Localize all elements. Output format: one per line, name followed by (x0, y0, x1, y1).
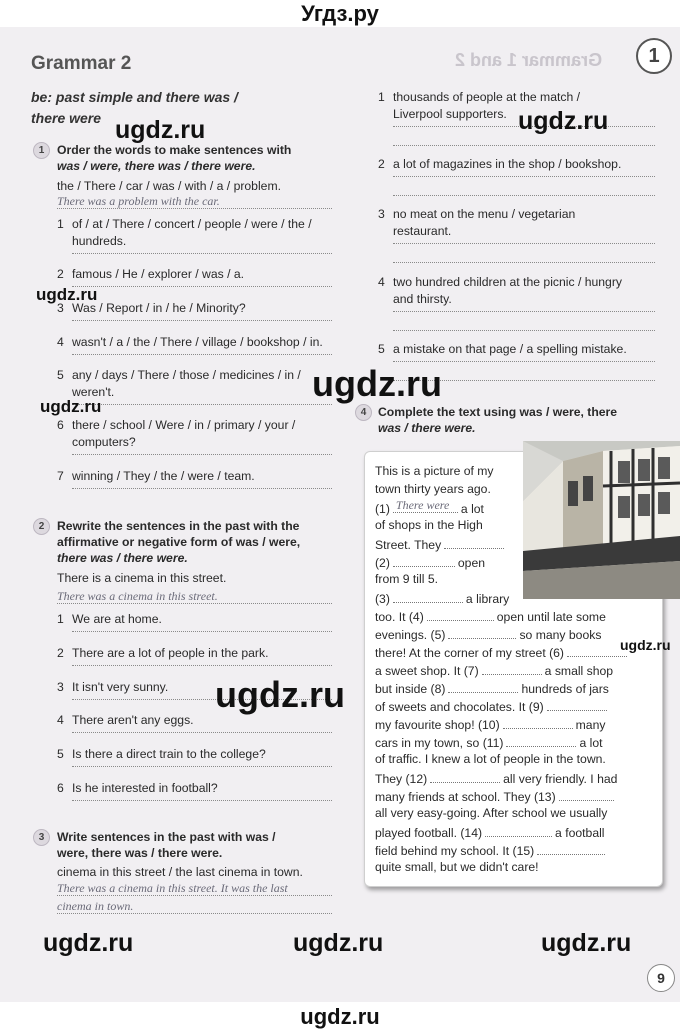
exercise-1-item-text: winning / They / the / were / team. (72, 469, 255, 483)
watermark: ugdz.ru (40, 397, 102, 416)
answer-line (72, 488, 332, 489)
exercise-4-text-fragment: many (575, 718, 606, 732)
watermark: ugdz.ru (115, 116, 206, 144)
exercise-4-badge: 4 (355, 404, 372, 421)
exercise-4-text-fragment: all very easy-going. After school we usually (375, 806, 608, 820)
exercise-1-example-answer: There was a problem with the car. (57, 194, 220, 208)
exercise-4-text-fragment: (1) (375, 502, 390, 516)
answer-blank[interactable] (448, 625, 516, 639)
answer-line (57, 208, 332, 209)
exercise-4-text-fragment: They (12) (375, 772, 428, 786)
exercise-4-text-line (375, 841, 608, 860)
exercise-3-example-answer-line2: cinema in town. (57, 899, 134, 913)
answer-blank[interactable] (506, 733, 576, 747)
answer-line (57, 603, 332, 604)
exercise-3-item-number: 2 (378, 157, 385, 171)
exercise-1-item-text: Was / Report / in / he / Minority? (72, 301, 246, 315)
exercise-4-text-line (375, 535, 507, 554)
watermark: ugdz.ru (36, 285, 98, 304)
exercise-3-item-number: 5 (378, 342, 385, 356)
exercise-2-example-answer: There was a cinema in this street. (57, 589, 218, 603)
exercise-1-item-text-cont: hundreds. (72, 234, 127, 248)
exercise-4-text-fragment: of sweets and chocolates. It (9) (375, 700, 544, 714)
exercise-2-item-number: 3 (57, 680, 64, 694)
exercise-1-item-text: of / at / There / concert / people / were / the / (72, 217, 312, 231)
exercise-1-item-number: 2 (57, 267, 64, 281)
exercise-4-text-line (375, 517, 483, 534)
exercise-3-item-text: no meat on the menu / vegetarian (393, 207, 576, 221)
answer-blank[interactable] (503, 715, 573, 729)
exercise-4-text-line (375, 823, 605, 842)
exercise-1-example-question: the / There / car / was / with / a / problem. (57, 179, 281, 193)
exercise-4-text-line (375, 589, 509, 608)
ghost-title: Grammar 1 and 2 (455, 50, 603, 70)
answer-blank[interactable] (547, 697, 607, 711)
exercise-2-item-text: There aren't any eggs. (72, 713, 194, 727)
answer-blank[interactable] (393, 589, 463, 603)
exercise-1-item-text: any / days / There / those / medicines / in / (72, 368, 301, 382)
section-title: Grammar 2 (31, 53, 132, 74)
exercise-4-text-fragment: played football. (14) (375, 826, 483, 840)
exercise-4-instruction-line2: was / there were. (378, 421, 476, 435)
exercise-3-item-text-cont: restaurant. (393, 224, 452, 238)
exercise-1-item-text: wasn't / a / the / There / village / bookshop / in. (72, 335, 323, 349)
exercise-4-text-fragment: open (457, 556, 486, 570)
watermark: ugdz.ru (541, 929, 632, 957)
exercise-2-item-number: 1 (57, 612, 64, 626)
exercise-4-text-line (375, 697, 610, 716)
exercise-4-text-fragment: a library (465, 592, 510, 606)
site-footer: ugdz.ru (300, 1004, 380, 1029)
exercise-2-item-text: There are a lot of people in the park. (72, 646, 269, 660)
exercise-4-text-fragment: there! At the corner of my street (6) (375, 646, 564, 660)
exercise-4-text-fragment: This is a picture of my (375, 464, 494, 478)
exercise-4-text-fragment: a sweet shop. It (7) (375, 664, 479, 678)
answer-blank[interactable] (393, 553, 455, 567)
exercise-1-item-text-cont: computers? (72, 435, 136, 449)
exercise-1-badge: 1 (33, 142, 50, 159)
answer-line (72, 404, 332, 405)
answer-line (72, 320, 332, 321)
exercise-4-text-fragment: from 9 till 5. (375, 572, 438, 586)
exercise-2-item-number: 6 (57, 781, 64, 795)
exercise-4-text-line (375, 463, 494, 480)
exercise-4-text-line (375, 625, 601, 644)
exercise-2-item-text: It isn't very sunny. (72, 680, 169, 694)
exercise-4-text-line (375, 751, 606, 768)
answer-line (72, 454, 332, 455)
answer-blank[interactable] (393, 499, 458, 513)
answer-line (72, 354, 332, 355)
exercise-4-text-line (375, 553, 485, 572)
answer-line (393, 176, 655, 177)
exercise-3-item-text: a lot of magazines in the shop / bookshop. (393, 157, 622, 171)
exercise-3-item-number: 3 (378, 207, 385, 221)
exercise-4-text-fragment: my favourite shop! (10) (375, 718, 500, 732)
exercise-2-item-number: 4 (57, 713, 64, 727)
answer-line (393, 361, 655, 362)
exercise-1-item-number: 4 (57, 335, 64, 349)
answer-line (393, 195, 655, 196)
exercise-2-item-text: Is there a direct train to the college? (72, 747, 266, 761)
exercise-4-text-fragment: (2) (375, 556, 390, 570)
exercise-4-text-line (375, 805, 607, 822)
exercise-4-text-fragment: Street. They (375, 538, 442, 552)
exercise-3-item-text-cont: and thirsty. (393, 292, 452, 306)
answer-blank[interactable] (567, 643, 627, 657)
exercise-3-example-question: cinema in this street / the last cinema in town. (57, 865, 303, 879)
exercise-4-text-line (375, 571, 438, 588)
exercise-1-instruction-line1: Order the words to make sentences with (57, 143, 292, 157)
answer-line (393, 262, 655, 263)
answer-blank[interactable] (485, 823, 552, 837)
answer-blank[interactable] (482, 661, 542, 675)
answer-line (393, 145, 655, 146)
answer-line (72, 732, 332, 733)
watermark: ugdz.ru (620, 637, 671, 653)
exercise-4-text-fragment: a lot (579, 736, 603, 750)
exercise-4-text-line (375, 679, 609, 698)
exercise-4-text-line (375, 607, 606, 626)
exercise-4-text-line (375, 661, 613, 680)
exercise-4-text-line (375, 787, 617, 806)
exercise-3-item-text: two hundred children at the picnic / hungry (393, 275, 622, 289)
answer-blank[interactable] (427, 607, 494, 621)
exercise-1-item-text: famous / He / explorer / was / a. (72, 267, 245, 281)
exercise-4-text-line (375, 733, 603, 752)
answer-blank[interactable] (559, 787, 614, 801)
exercise-4-text-fragment: many friends at school. They (13) (375, 790, 556, 804)
exercise-4-text-fragment: a football (555, 826, 605, 840)
exercise-2-instruction-line1: Rewrite the sentences in the past with the (57, 519, 300, 533)
answer-line (72, 665, 332, 666)
exercise-2-badge: 2 (33, 518, 50, 535)
exercise-1-item-number: 3 (57, 301, 64, 315)
exercise-4-text-fragment: evenings. (5) (375, 628, 446, 642)
exercise-1-item-text: there / school / Were / in / primary / your / (72, 418, 296, 432)
answer-line (57, 895, 332, 896)
watermark: ugdz.ru (43, 929, 134, 957)
exercise-3-example-answer-line1: There was a cinema in this street. It was the last (57, 881, 288, 895)
answer-line (393, 311, 655, 312)
answer-line (72, 631, 332, 632)
exercise-2-item-number: 5 (57, 747, 64, 761)
answer-line (57, 913, 332, 914)
exercise-4-text-line (375, 499, 484, 518)
exercise-4-text-line (375, 859, 539, 876)
exercise-3-instruction-line1: Write sentences in the past with was / (57, 830, 276, 844)
exercise-4-text-line (375, 643, 630, 662)
exercise-2-item-text: We are at home. (72, 612, 162, 626)
exercise-4-text-fragment: all very friendly. I had (503, 772, 618, 786)
exercise-4-text-line (375, 769, 617, 788)
watermark: ugdz.ru (312, 363, 442, 404)
exercise-4-text-fragment: field behind my school. It (15) (375, 844, 535, 858)
exercise-3-item-text-cont: Liverpool supporters. (393, 107, 507, 121)
answer-line (72, 253, 332, 254)
exercise-1-item-number: 1 (57, 217, 64, 231)
unit-number-circle: 1 (636, 38, 672, 74)
exercise-4-text-fragment: open until late some (496, 610, 606, 624)
exercise-2-item-number: 2 (57, 646, 64, 660)
subtitle-line2: there were (31, 110, 102, 126)
answer-blank[interactable] (430, 769, 500, 783)
exercise-4-text-line (375, 481, 491, 498)
exercise-4-text-fragment: (3) (375, 592, 390, 606)
exercise-4-text-fragment: cars in my town, so (11) (375, 736, 504, 750)
answer-blank[interactable] (444, 535, 504, 549)
exercise-1-item-number: 7 (57, 469, 64, 483)
exercise-4-instruction-line1: Complete the text using was / were, there (378, 405, 618, 419)
exercise-4-text-fragment: too. It (4) (375, 610, 424, 624)
answer-line (72, 286, 332, 287)
answer-line (72, 800, 332, 801)
exercise-3-item-number: 1 (378, 90, 385, 104)
exercise-3-badge: 3 (33, 829, 50, 846)
answer-line (393, 330, 655, 331)
answer-blank[interactable] (537, 841, 605, 855)
exercise-1-instruction-line2: was / were, there was / there were. (57, 159, 256, 173)
exercise-2-instruction-line2: affirmative or negative form of was / were, (57, 535, 301, 549)
page-number-circle: 9 (647, 964, 675, 992)
watermark: ugdz.ru (293, 929, 384, 957)
exercise-1-item-number: 6 (57, 418, 64, 432)
exercise-4-text-fragment: so many books (519, 628, 602, 642)
answer-line (393, 243, 655, 244)
exercise-4-example-answer: There were (395, 498, 450, 512)
exercise-4-text-fragment: a lot (460, 502, 484, 516)
exercise-3-instruction-line2: were, there was / there were. (57, 846, 223, 860)
exercise-3-item-number: 4 (378, 275, 385, 289)
exercise-2-item-text: Is he interested in football? (72, 781, 218, 795)
exercise-4-text-fragment: of shops in the High (375, 518, 483, 532)
subtitle-line1: be: past simple and there was / (31, 89, 238, 105)
exercise-4-text-fragment: hundreds of jars (521, 682, 609, 696)
site-header: Угдз.ру (301, 1, 379, 26)
town-street-photo (523, 441, 680, 599)
watermark: ugdz.ru (518, 107, 609, 135)
answer-line (72, 766, 332, 767)
answer-blank[interactable] (448, 679, 518, 693)
exercise-4-text-fragment: but inside (8) (375, 682, 446, 696)
exercise-2-example-question: There is a cinema in this street. (57, 571, 227, 585)
exercise-1-item-text-cont: weren't. (72, 385, 115, 399)
exercise-2-instruction-line3: there was / there were. (57, 551, 188, 565)
exercise-4-text-fragment: a small shop (544, 664, 614, 678)
exercise-3-item-text: a mistake on that page / a spelling mistake. (393, 342, 627, 356)
exercise-4-text-line (375, 715, 605, 734)
exercise-4-text-fragment: of traffic. I knew a lot of people in the town. (375, 752, 606, 766)
exercise-4-text-fragment: town thirty years ago. (375, 482, 491, 496)
watermark: ugdz.ru (215, 674, 345, 715)
exercise-1-item-number: 5 (57, 368, 64, 382)
exercise-4-text-fragment: quite small, but we didn't care! (375, 860, 539, 874)
exercise-3-item-text: thousands of people at the match / (393, 90, 581, 104)
